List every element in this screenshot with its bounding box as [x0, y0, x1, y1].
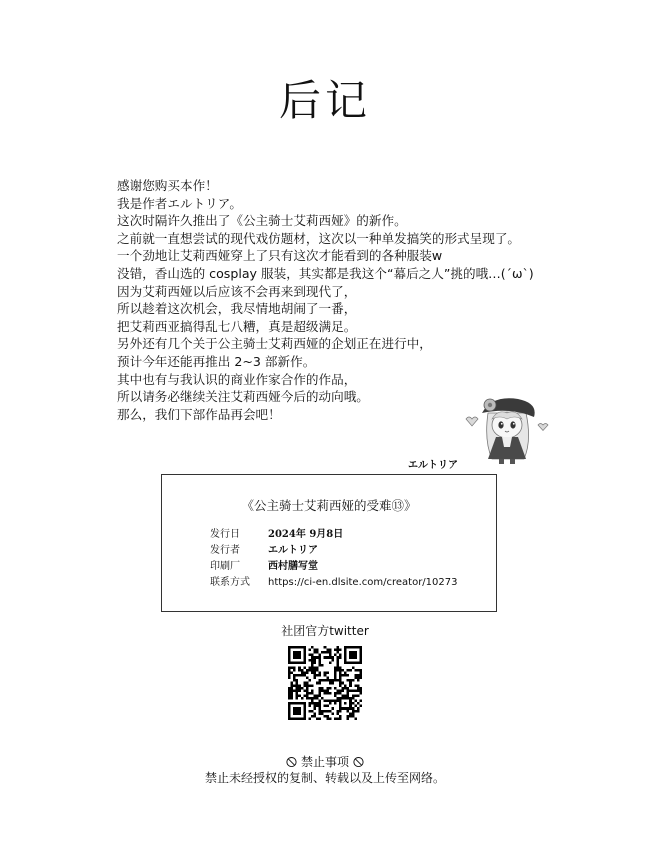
colophon-value: エルトリア	[268, 545, 318, 556]
body-line: 所以趁着这次机会，我尽情地胡闹了一番，	[117, 301, 357, 317]
colophon-row-publisher	[210, 541, 318, 556]
colophon-row-printer	[210, 557, 318, 572]
colophon-label: 发行日	[210, 529, 240, 540]
body-line: 所以请务必继续关注艾莉西娅今后的动向哦。	[117, 389, 369, 405]
page-title: 后记	[278, 76, 371, 125]
afterword-body	[117, 177, 587, 423]
body-line: 我是作者エルトリア。	[117, 195, 242, 211]
twitter-label: 社团官方twitter	[281, 624, 369, 638]
colophon-label: 印刷厂	[210, 561, 240, 572]
twitter-qr-code[interactable]	[288, 646, 362, 720]
no-entry-icon: 🛇	[352, 756, 365, 769]
author-signature: エルトリア	[408, 460, 458, 471]
colophon-row-date	[210, 525, 343, 540]
prohibition-title: 禁止事项	[300, 755, 349, 769]
body-line: 预计今年还能再推出 2~3 部新作。	[117, 353, 316, 369]
body-line: 之前就一直想尝试的现代戏仿题材，这次以一种单发搞笑的形式呈现了。	[117, 230, 520, 246]
body-line: 那么，我们下部作品再会吧！	[117, 406, 281, 422]
body-line: 这次时隔许久推出了《公主骑士艾莉西娅》的新作。	[117, 213, 407, 229]
colophon-value: 西村膳写堂	[268, 561, 318, 572]
body-line: 没错，香山选的 cosplay 服装，其实都是我这个“幕后之人”挑的哦…(´ω`)	[117, 265, 534, 281]
colophon-label: 联系方式	[210, 577, 250, 588]
colophon-label: 发行者	[210, 545, 240, 556]
chibi-character-illustration	[462, 393, 552, 465]
colophon-row-contact	[210, 573, 458, 588]
contact-link[interactable]: https://ci-en.dlsite.com/creator/10273	[268, 577, 458, 588]
no-entry-icon: 🛇	[285, 756, 298, 769]
prohibition-text: 禁止未经授权的复制、转载以及上传至网络。	[204, 771, 445, 785]
body-line: 因为艾莉西娅以后应该不会再来到现代了，	[117, 283, 357, 299]
colophon-title: 《公主骑士艾莉西娅的受难⑬》	[241, 498, 417, 513]
body-line: 另外还有几个关于公主骑士艾莉西娅的企划正在进行中，	[117, 336, 432, 352]
colophon-box	[161, 474, 497, 612]
body-line: 感谢您购买本作！	[117, 178, 218, 193]
colophon-value: 2024年 9月8日	[268, 529, 344, 540]
body-line: 把艾莉西亚搞得乱七八糟，真是超级满足。	[117, 318, 357, 334]
body-line: 一个劲地让艾莉西娅穿上了只有这次才能看到的各种服装w	[117, 248, 443, 264]
body-line: 其中也有与我认识的商业作家合作的作品，	[117, 371, 357, 387]
